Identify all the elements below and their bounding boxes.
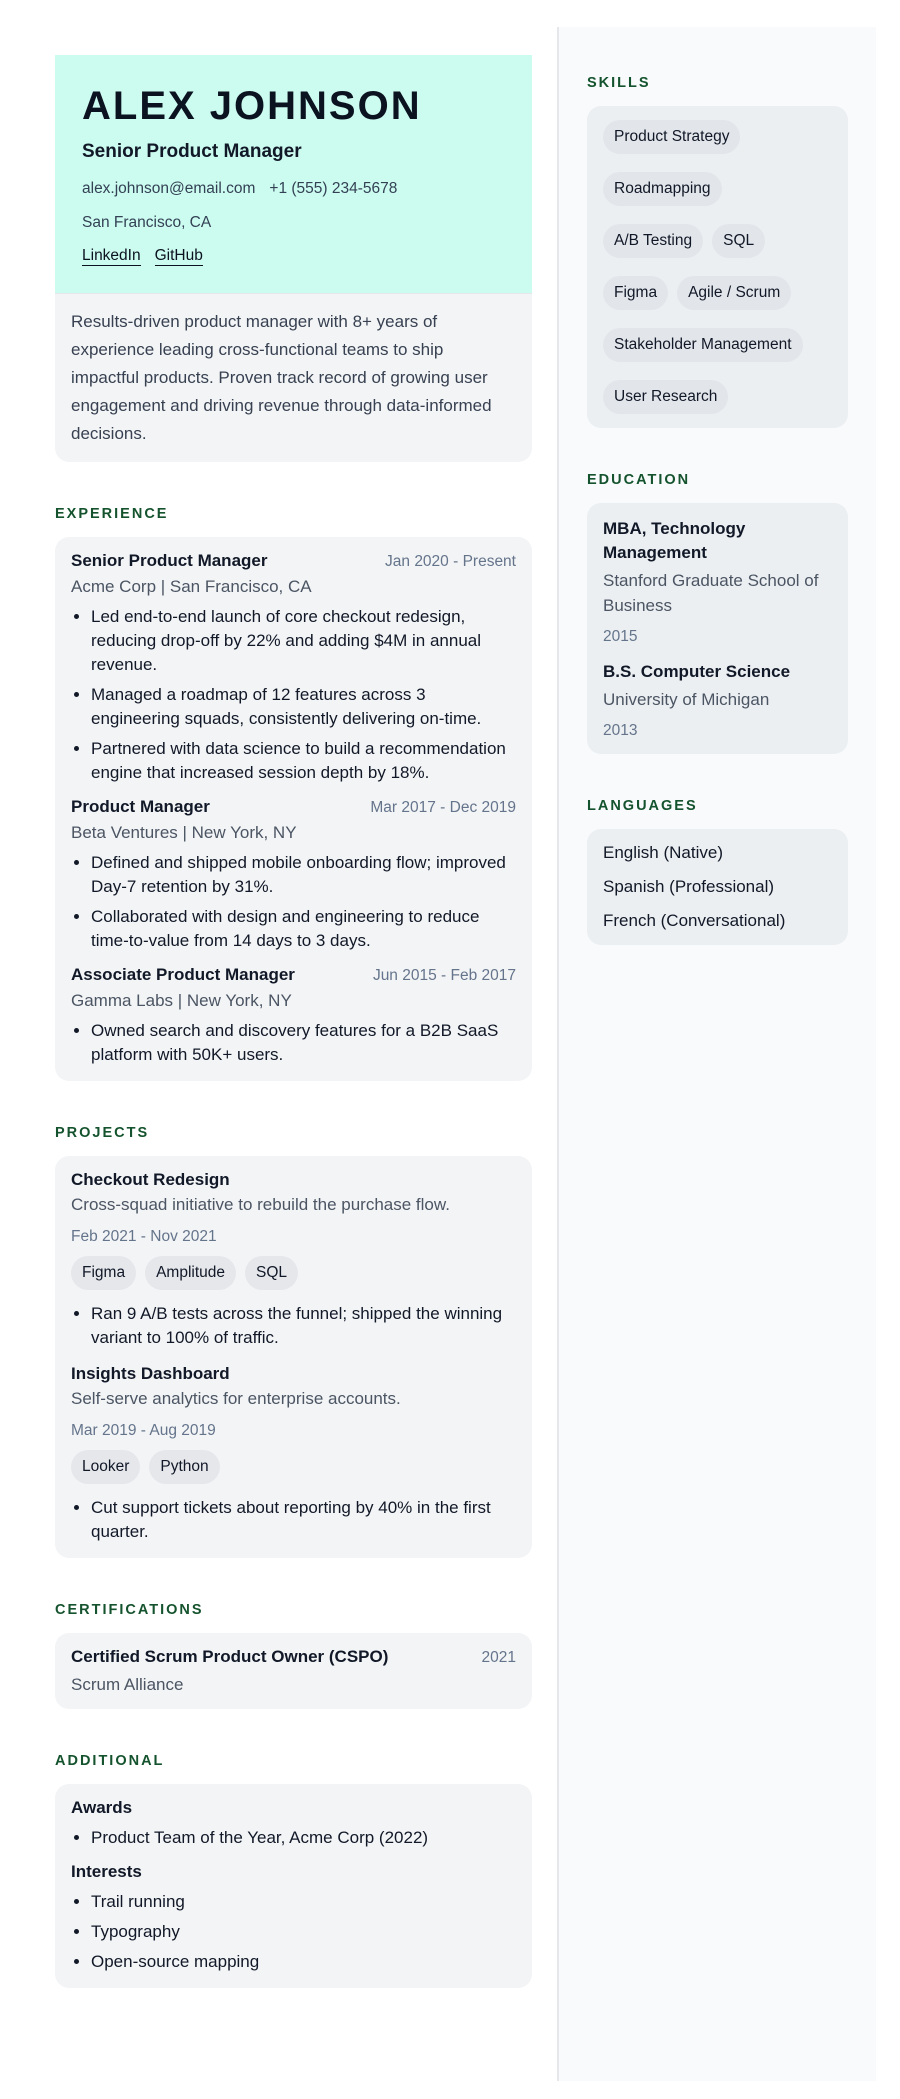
- education-school: University of Michigan: [603, 690, 770, 709]
- job-company: Gamma Labs | New York, NY: [71, 991, 292, 1010]
- project-entry: [71, 1364, 516, 1544]
- project-title: Checkout Redesign: [71, 1170, 230, 1189]
- job-bullet: • Collaborated with design and engineering to reduce time-to-value from 14 days to 3 days.: [91, 905, 516, 953]
- language-item: French (Conversational): [603, 911, 786, 930]
- skill-chip: Stakeholder Management: [603, 328, 803, 362]
- job-entry: [71, 551, 516, 785]
- skill-chip: A/B Testing: [603, 224, 703, 258]
- education-heading: EDUCATION: [587, 472, 691, 488]
- project-bullet: • Ran 9 A/B tests across the funnel; shipped the winning variant to 100% of traffic.: [91, 1302, 516, 1350]
- github-link[interactable]: GitHub: [154, 247, 203, 264]
- job-bullet: • Owned search and discovery features for a B2B SaaS platform with 50K+ users.: [91, 1019, 516, 1067]
- education-year: 2013: [603, 722, 638, 739]
- main-column: [55, 55, 532, 1988]
- education-entry: [603, 660, 832, 740]
- project-tag: Python: [149, 1450, 219, 1484]
- project-tag: Looker: [71, 1450, 140, 1484]
- location-text: San Francisco, CA: [82, 214, 212, 231]
- skill-chip: Figma: [603, 276, 668, 310]
- projects-card: [55, 1156, 532, 1558]
- additional-card: [55, 1784, 532, 1988]
- skill-chip: Agile / Scrum: [677, 276, 791, 310]
- job-entry: [71, 797, 516, 953]
- additional-heading: ADDITIONAL: [55, 1753, 165, 1769]
- linkedin-link[interactable]: LinkedIn: [82, 247, 141, 264]
- sidebar-column: [557, 27, 876, 2081]
- candidate-name: ALEX JOHNSON: [82, 84, 422, 128]
- projects-heading: PROJECTS: [55, 1125, 150, 1141]
- job-title: Associate Product Manager: [71, 965, 295, 984]
- resume-header: [55, 55, 532, 293]
- job-bullet: • Managed a roadmap of 12 features across 3 engineering squads, consistently delivering on-time.: [91, 683, 516, 731]
- education-year: 2015: [603, 628, 638, 645]
- project-bullet: • Cut support tickets about reporting by 40% in the first quarter.: [91, 1496, 516, 1544]
- project-dates: Feb 2021 - Nov 2021: [71, 1228, 217, 1245]
- skills-heading: SKILLS: [587, 75, 651, 91]
- experience-card: [55, 537, 532, 1081]
- certification-name: Certified Scrum Product Owner (CSPO): [71, 1647, 389, 1666]
- skill-chip: Roadmapping: [603, 172, 722, 206]
- skill-chip: Product Strategy: [603, 120, 740, 154]
- job-dates: Jan 2020 - Present: [385, 553, 516, 570]
- project-tags: [71, 1256, 516, 1290]
- languages-card: [587, 829, 848, 945]
- job-company: Beta Ventures | New York, NY: [71, 823, 297, 842]
- language-item: English (Native): [603, 843, 723, 862]
- project-tag: Amplitude: [145, 1256, 236, 1290]
- education-degree: MBA, Technology Management: [603, 519, 746, 562]
- skill-chip: SQL: [712, 224, 765, 258]
- job-entry: [71, 965, 516, 1067]
- contact-row: [82, 180, 505, 198]
- certifications-card: [55, 1633, 532, 1709]
- interest-item: • Typography: [91, 1920, 516, 1944]
- profile-links: [82, 247, 505, 265]
- job-bullet: • Partnered with data science to build a recommendation engine that increased session depth by 18%.: [91, 737, 516, 785]
- email-text[interactable]: alex.johnson@email.com: [82, 180, 256, 197]
- project-tag: SQL: [245, 1256, 298, 1290]
- education-entry: [603, 517, 832, 646]
- interest-item: • Open-source mapping: [91, 1950, 516, 1974]
- certification-issuer: Scrum Alliance: [71, 1675, 184, 1694]
- education-card: [587, 503, 848, 754]
- job-dates: Mar 2017 - Dec 2019: [370, 799, 516, 816]
- project-dates: Mar 2019 - Aug 2019: [71, 1422, 216, 1439]
- certifications-heading: CERTIFICATIONS: [55, 1602, 204, 1618]
- job-bullet: • Led end-to-end launch of core checkout redesign, reducing drop-off by 22% and adding $4M in annual revenue.: [91, 605, 516, 677]
- education-degree: B.S. Computer Science: [603, 662, 791, 681]
- summary-text: Results-driven product manager with 8+ years of experience leading cross-functional teams to ship impactful products. Proven track record of growing user engagement and driving revenue through data-informed decisions.: [55, 293, 532, 462]
- certification-year: 2021: [481, 1649, 516, 1666]
- interests-label: Interests: [71, 1862, 142, 1881]
- candidate-title: Senior Product Manager: [82, 141, 302, 162]
- job-bullet: • Defined and shipped mobile onboarding flow; improved Day-7 retention by 31%.: [91, 851, 516, 899]
- phone-text[interactable]: +1 (555) 234-5678: [269, 180, 398, 197]
- experience-heading: EXPERIENCE: [55, 506, 169, 522]
- job-dates: Jun 2015 - Feb 2017: [372, 967, 516, 984]
- job-title: Product Manager: [71, 797, 210, 816]
- interest-item: • Trail running: [91, 1890, 516, 1914]
- job-company: Acme Corp | San Francisco, CA: [71, 577, 312, 596]
- project-title: Insights Dashboard: [71, 1364, 230, 1383]
- job-title: Senior Product Manager: [71, 551, 268, 570]
- project-description: Cross-squad initiative to rebuild the purchase flow.: [71, 1195, 450, 1214]
- awards-label: Awards: [71, 1798, 133, 1817]
- project-tag: Figma: [71, 1256, 136, 1290]
- education-school: Stanford Graduate School of Business: [603, 571, 819, 615]
- skills-card: [587, 106, 848, 428]
- award-item: • Product Team of the Year, Acme Corp (2022): [91, 1826, 516, 1850]
- project-entry: [71, 1170, 516, 1350]
- skill-chip: User Research: [603, 380, 728, 414]
- languages-heading: LANGUAGES: [587, 798, 698, 814]
- project-tags: [71, 1450, 516, 1484]
- language-item: Spanish (Professional): [603, 877, 775, 896]
- project-description: Self-serve analytics for enterprise accounts.: [71, 1389, 401, 1408]
